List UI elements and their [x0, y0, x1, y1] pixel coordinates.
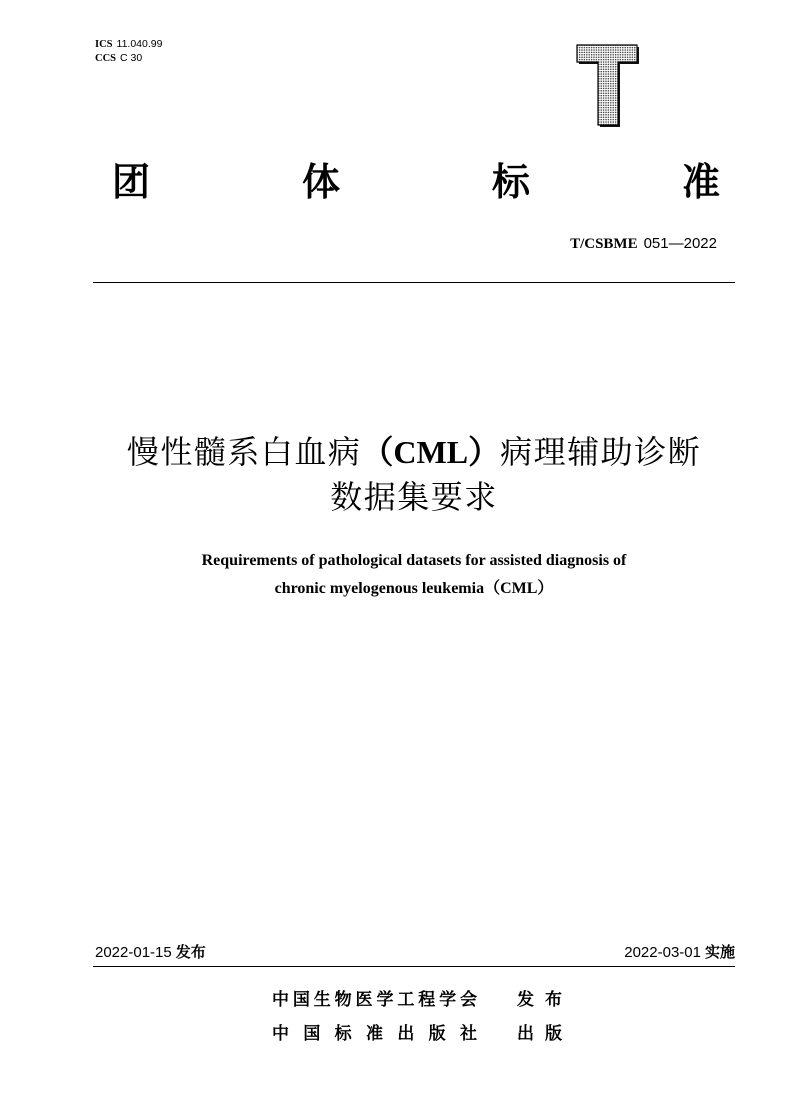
standard-type-char: 标 [491, 160, 530, 204]
publisher-organization: 中 国 标 准 出 版 社 [272, 1024, 477, 1044]
chinese-title-line-2: 数据集要求 [330, 478, 498, 516]
standard-type-heading [112, 161, 720, 203]
t-standard-logo-icon [576, 44, 640, 128]
ccs-label: CCS [95, 52, 117, 64]
ics-value: 11.040.99 [116, 38, 163, 50]
standard-number-value: 051—2022 [643, 235, 717, 252]
publisher-role: 发 布 [517, 990, 562, 1010]
ics-code [95, 38, 162, 52]
standard-type-char: 体 [301, 160, 340, 204]
bottom-divider [93, 966, 735, 967]
chinese-title-part-3: 病理辅助诊断 [500, 433, 702, 471]
chinese-title-line-1 [93, 430, 735, 475]
standard-type-char: 团 [112, 160, 151, 204]
implementation-date-label: 实施 [704, 943, 735, 961]
classification-codes [95, 38, 162, 65]
ccs-value: C 30 [120, 51, 143, 64]
issue-date-label: 发布 [175, 943, 206, 961]
top-divider [93, 282, 735, 283]
publisher-row-issuer [272, 983, 562, 1017]
issue-date-value: 2022-01-15 [95, 944, 172, 961]
publisher-role: 出 版 [517, 1024, 562, 1044]
standard-number [570, 234, 717, 253]
chinese-title [93, 430, 735, 520]
standard-number-prefix: T/CSBME [570, 236, 638, 252]
chinese-title-abbreviation: （CML） [361, 434, 501, 470]
english-title-line-1: Requirements of pathological datasets for assisted diagnosis of [201, 552, 627, 569]
implementation-date-value: 2022-03-01 [624, 944, 701, 961]
chinese-title-part-1: 慢性髓系白血病 [126, 433, 362, 471]
publisher-organization: 中国生物医学工程学会 [272, 990, 477, 1010]
english-title [93, 547, 735, 603]
implementation-date [624, 943, 735, 962]
english-title-line-2: chronic myelogenous leukemia（CML） [274, 580, 554, 597]
publisher-row-press [272, 1017, 562, 1051]
issue-date [95, 943, 206, 962]
ics-label: ICS [95, 39, 113, 50]
ccs-code [95, 52, 162, 66]
standard-type-char: 准 [681, 160, 720, 204]
